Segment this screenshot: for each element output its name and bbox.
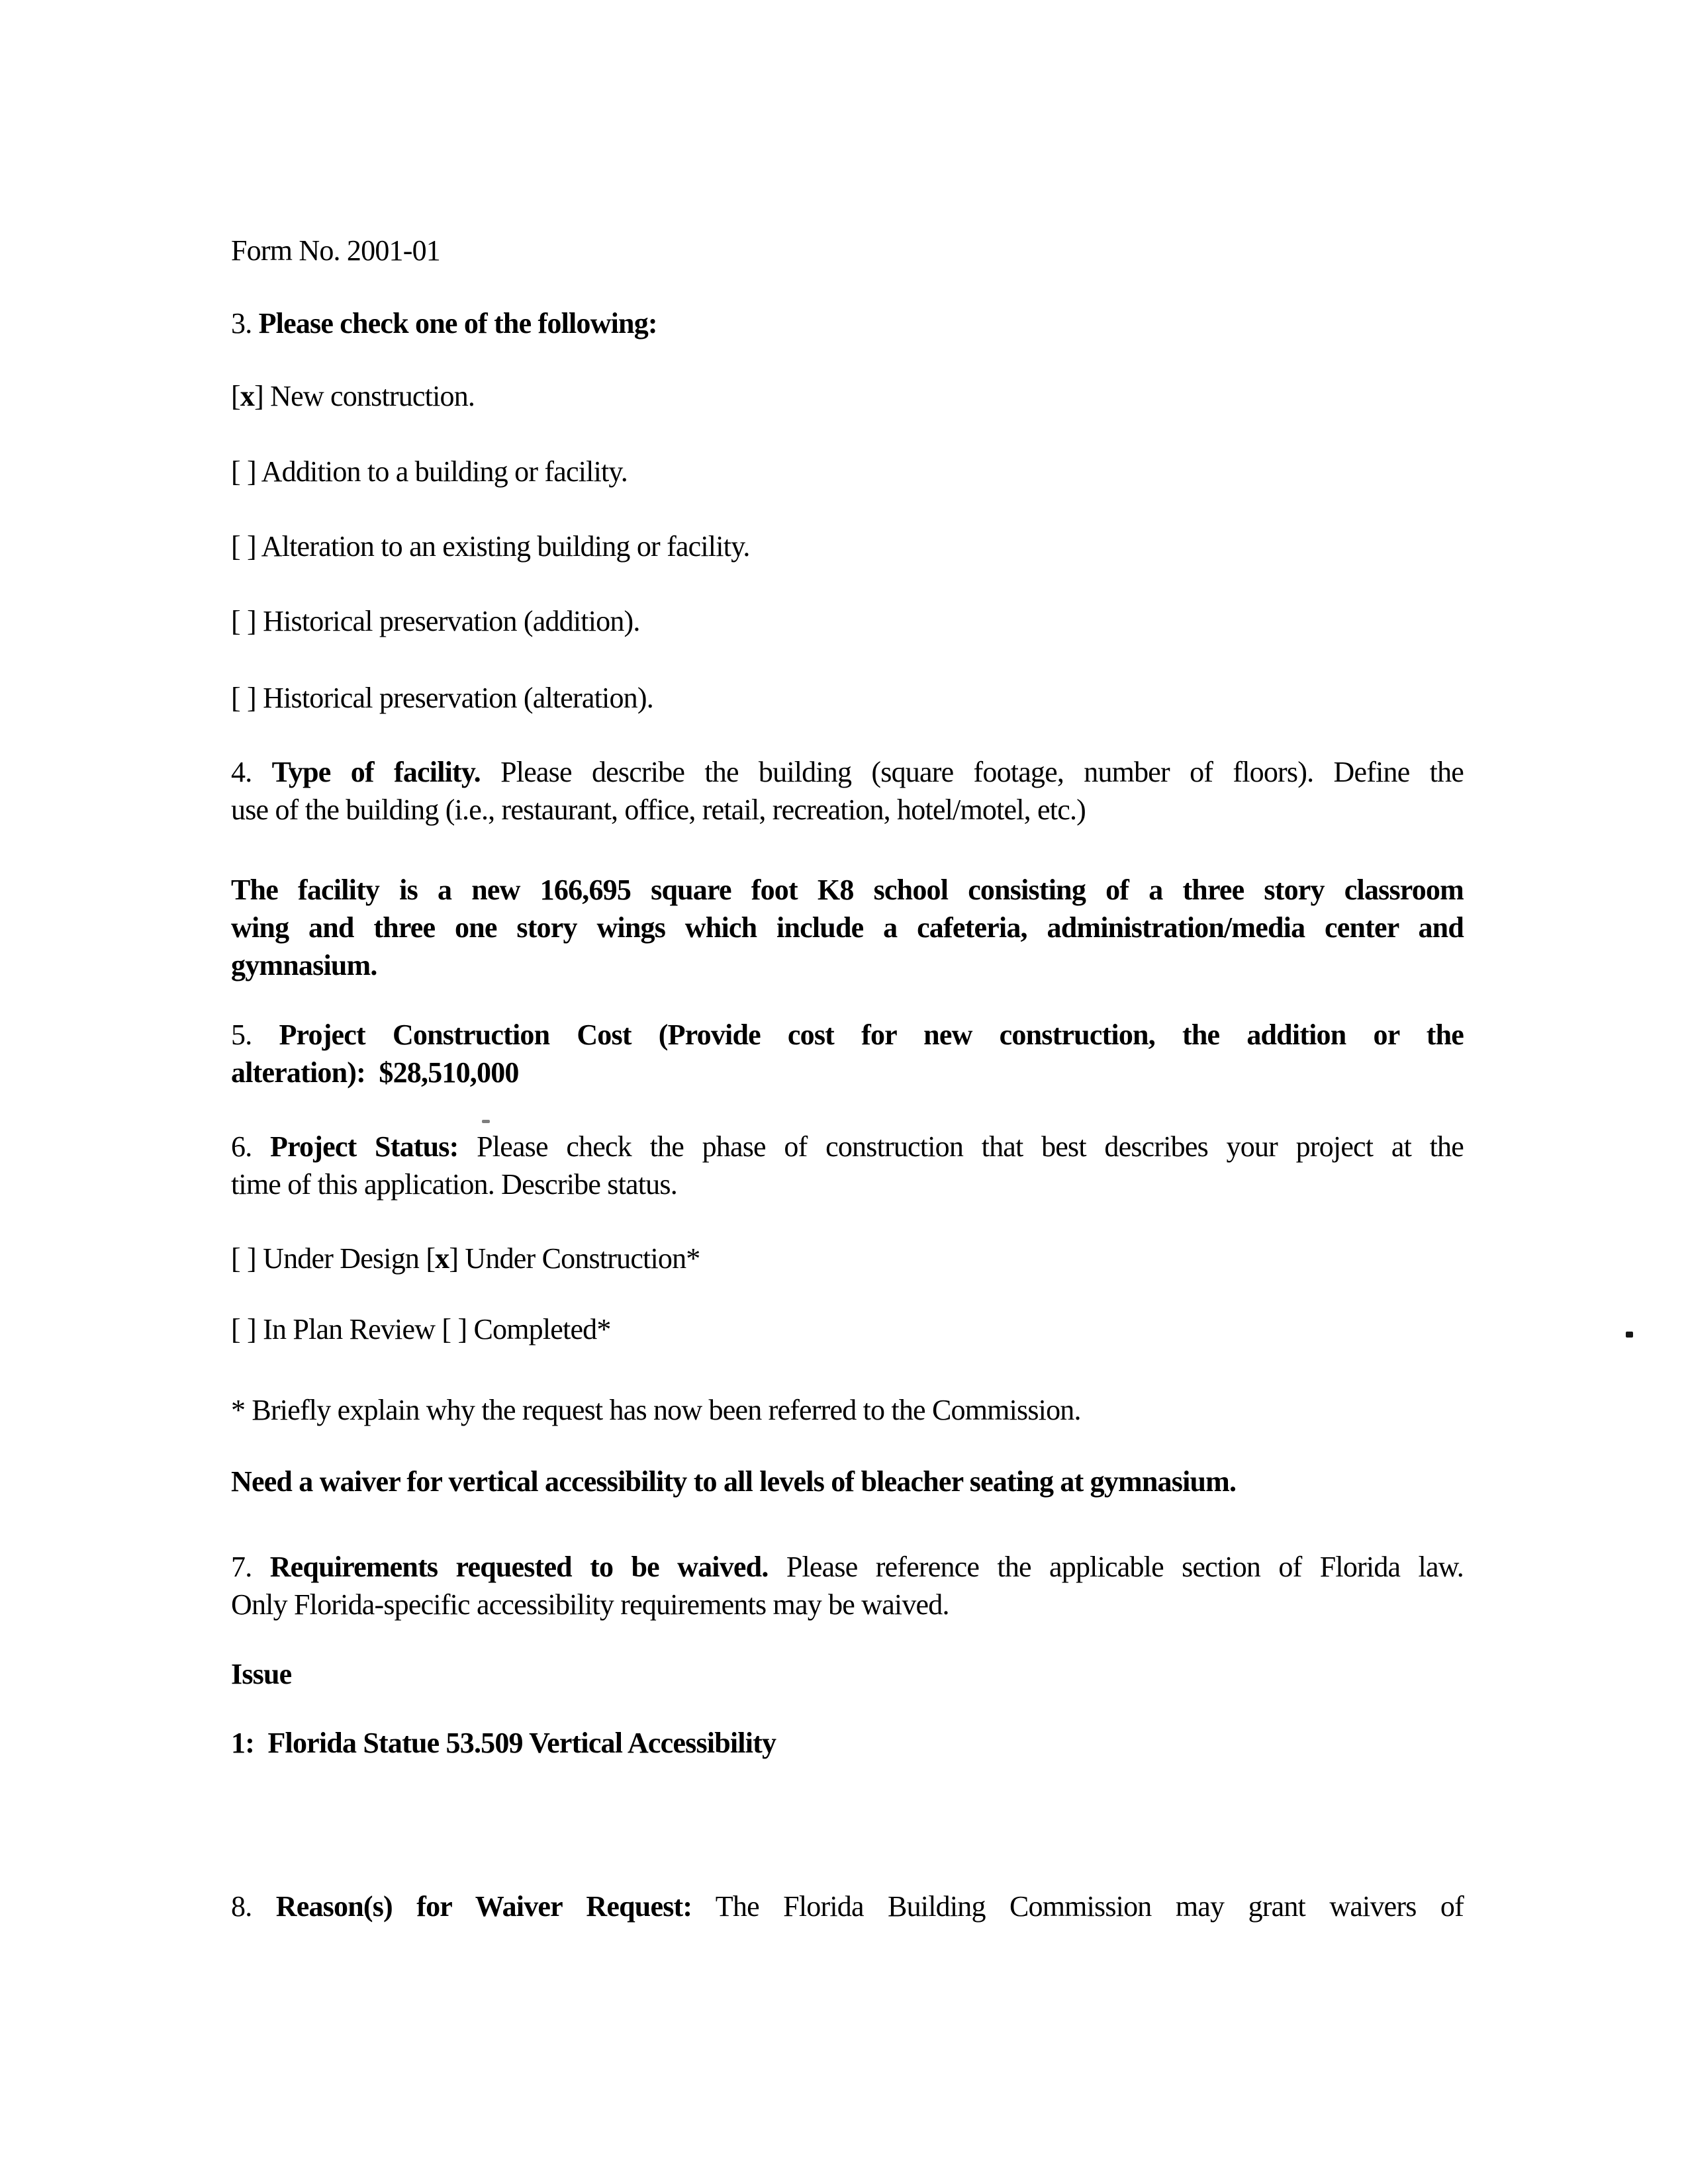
text-line (231, 1888, 1464, 1925)
bold-text-run: wing and three one story wings which include a cafeteria, administration/media center and (231, 911, 1464, 944)
text-run: ] New construction. (254, 380, 475, 412)
text-run: 6. (231, 1130, 271, 1163)
text-run: Only Florida-specific accessibility requirements may be waived. (231, 1588, 949, 1621)
text-run: [ (231, 380, 240, 412)
text-line (231, 232, 1464, 269)
text-run: Please reference the applicable section of Florida law. (768, 1551, 1464, 1583)
text-line (231, 753, 1464, 791)
text-line (231, 791, 1464, 829)
text-run: * Briefly explain why the request has now been referred to the Commission. (231, 1394, 1081, 1426)
bold-text-run: alteration): $28,510,000 (231, 1056, 519, 1089)
text-line (231, 1586, 1464, 1623)
text-line (231, 1463, 1464, 1500)
bold-text-run: gymnasium. (231, 949, 377, 981)
text-run: use of the building (i.e., restaurant, office, retail, recreation, hotel/motel, etc.) (231, 794, 1086, 826)
text-line (231, 304, 1464, 342)
text-run: ] Under Construction* (449, 1242, 700, 1275)
item-7-requirements-waived (231, 1548, 1464, 1623)
bold-text-run: Project Construction Cost (Provide cost for new construction, the addition or the (279, 1019, 1464, 1051)
text-run: Please describe the building (square footage, number of floors). Define the (480, 756, 1464, 788)
checkbox-new-construction (231, 377, 1464, 415)
text-run: 8. (231, 1890, 276, 1923)
text-run: [ ] Historical preservation (addition). (231, 605, 640, 637)
bold-text-run: 1: Florida Statue 53.509 Vertical Accessibility (231, 1727, 776, 1759)
text-run: [ ] Alteration to an existing building or facility. (231, 530, 750, 563)
text-line (231, 1724, 1464, 1762)
footnote-briefly-explain (231, 1391, 1464, 1429)
text-line (231, 909, 1464, 946)
issue-1 (231, 1724, 1464, 1762)
text-line (231, 1240, 1464, 1277)
item-4-type-of-facility (231, 753, 1464, 829)
text-run: time of this application. Describe status. (231, 1168, 677, 1201)
text-run: 7. (231, 1551, 270, 1583)
text-line (231, 1548, 1464, 1586)
bold-text-run: Type of facility. (271, 756, 481, 788)
text-line (231, 1655, 1464, 1693)
text-line (231, 527, 1464, 565)
text-line (231, 871, 1464, 909)
form-number (231, 232, 1464, 269)
checkbox-alteration (231, 527, 1464, 565)
text-line (231, 1128, 1464, 1165)
text-run: [ ] Historical preservation (alteration). (231, 682, 653, 714)
text-run: 3. (231, 307, 259, 340)
text-line (231, 1016, 1464, 1054)
bold-text-run: Issue (231, 1658, 292, 1690)
item-6-project-status (231, 1128, 1464, 1203)
text-line (231, 602, 1464, 640)
text-run: The Florida Building Commission may grant waivers of (692, 1890, 1464, 1923)
text-run: Form No. 2001-01 (231, 234, 440, 267)
item-3-heading (231, 304, 1464, 342)
checkbox-historical-addition (231, 602, 1464, 640)
bold-text-run: Reason(s) for Waiver Request: (275, 1890, 692, 1923)
text-run: [ ] Addition to a building or facility. (231, 455, 628, 488)
facility-description (231, 871, 1464, 984)
bold-text-run: Need a waiver for vertical accessibility to all levels of bleacher seating at gymnasium. (231, 1465, 1237, 1498)
issue-label (231, 1655, 1464, 1693)
checkbox-historical-alteration (231, 679, 1464, 717)
text-line (231, 1054, 1464, 1091)
text-line (231, 377, 1464, 415)
text-line (231, 453, 1464, 490)
text-run: [ ] Under Design [ (231, 1242, 436, 1275)
waiver-need-statement (231, 1463, 1464, 1500)
text-line (231, 946, 1464, 984)
checkbox-addition (231, 453, 1464, 490)
text-run: 4. (231, 756, 272, 788)
status-plan-review-completed (231, 1310, 1464, 1348)
text-line (231, 679, 1464, 717)
bold-text-run: Requirements requested to be waived. (269, 1551, 769, 1583)
status-under-design-construction (231, 1240, 1464, 1277)
bold-text-run: The facility is a new 166,695 square foot K8 school consisting of a three story classroom (231, 874, 1464, 906)
text-run: 5. (231, 1019, 279, 1051)
text-line (231, 1310, 1464, 1348)
text-line (231, 1391, 1464, 1429)
bold-text-run: x (240, 380, 255, 412)
text-line (231, 1165, 1464, 1203)
scan-artifact-dash (482, 1120, 490, 1123)
text-run: Please check the phase of construction that best describes your project at the (458, 1130, 1464, 1163)
item-5-construction-cost (231, 1016, 1464, 1091)
bold-text-run: Please check one of the following: (258, 307, 657, 340)
item-8-reasons (231, 1888, 1464, 1925)
bold-text-run: Project Status: (270, 1130, 459, 1163)
scan-artifact-speck (1626, 1332, 1633, 1338)
bold-text-run: x (435, 1242, 449, 1275)
text-run: [ ] In Plan Review [ ] Completed* (231, 1313, 611, 1345)
